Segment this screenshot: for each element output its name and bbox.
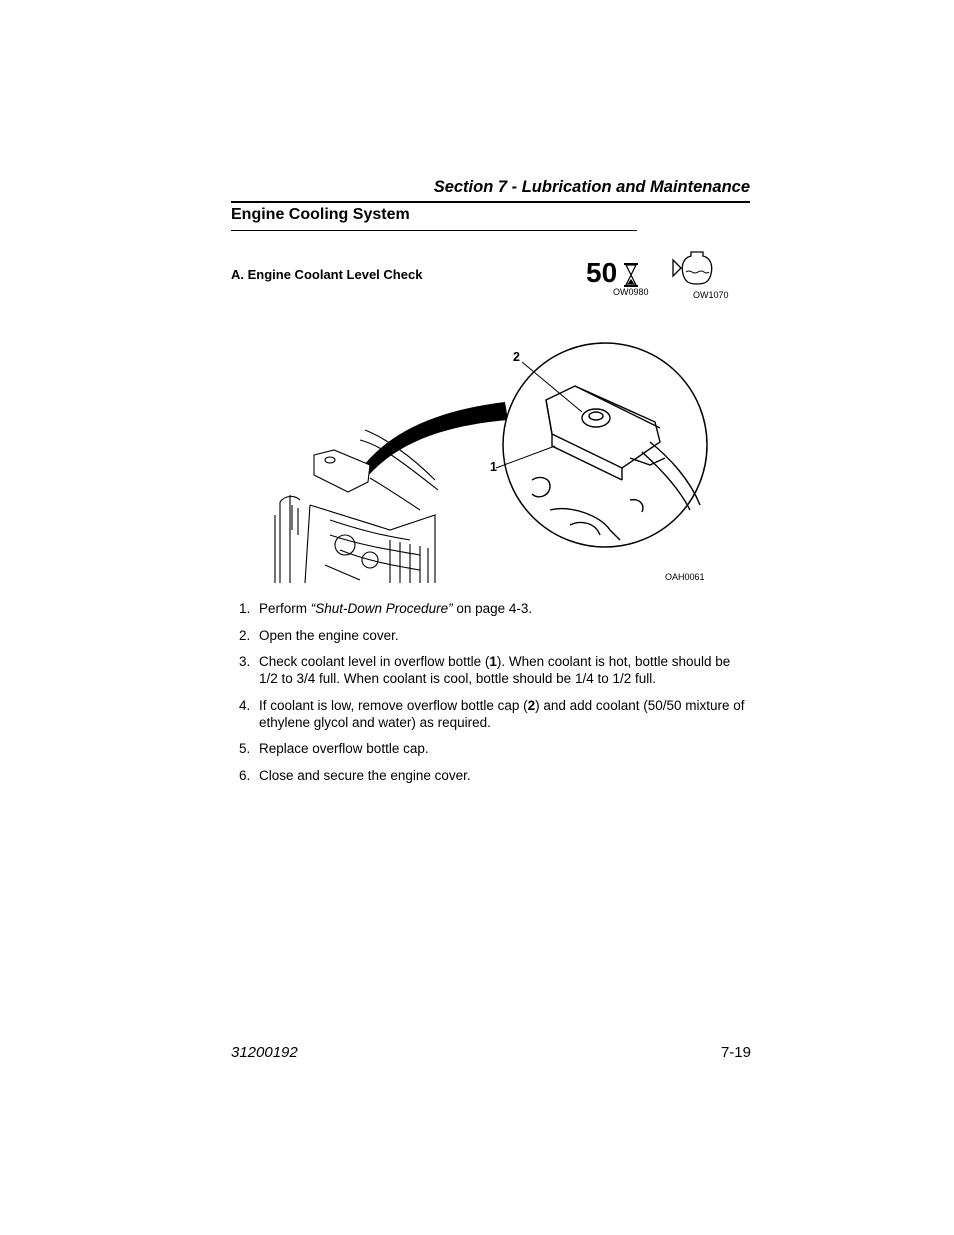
engine-coolant-illustration: [270, 330, 720, 585]
interval-hours: 50: [586, 257, 618, 288]
callout-2: 2: [513, 350, 520, 364]
step-text: Open the engine cover.: [259, 627, 399, 643]
step-text: ). When coolant is hot, bottle should be 1/2 to 3/4 full. When coolant is cool, bottle should be 1/4 to 1/2 full.: [259, 654, 731, 686]
step-text: Perform: [259, 601, 311, 616]
fluid-code: OW1070: [693, 290, 729, 300]
hourglass-icon: [623, 263, 639, 287]
step-number: 3.: [239, 654, 251, 669]
step-item: [237, 767, 751, 784]
step-text: Check coolant level in overflow bottle (: [259, 654, 490, 669]
page-reference: “Shut-Down Procedure”: [310, 601, 453, 616]
callout-ref: 1: [489, 654, 497, 669]
page-number: 7-19: [720, 1044, 751, 1061]
step-text: If coolant is low, remove overflow bottle cap (: [259, 697, 528, 713]
magnifier-wedge: [360, 402, 508, 476]
doc-number: 31200192: [231, 1044, 298, 1061]
step-text: ) and add coolant (50/50 mixture of ethylene glycol and water) as required.: [259, 697, 745, 730]
step-item: [237, 653, 751, 687]
callout-1: 1: [490, 460, 497, 474]
section-header: Section 7 - Lubrication and Maintenance: [231, 176, 750, 203]
hourglass-code: OW0980: [613, 287, 649, 297]
page-title: Engine Cooling System: [231, 205, 637, 231]
procedure-steps: [237, 600, 751, 793]
step-item: [237, 697, 751, 731]
step-number: 2.: [239, 627, 251, 643]
subsection-heading: A. Engine Coolant Level Check: [231, 267, 423, 282]
step-item: [237, 600, 751, 617]
coolant-reservoir-icon: [671, 250, 717, 286]
step-number: 5.: [239, 741, 251, 756]
step-number: 6.: [239, 767, 251, 783]
step-text: Close and secure the engine cover.: [259, 767, 471, 783]
step-item: [237, 627, 751, 644]
callout-ref: 2: [527, 697, 536, 713]
step-item: [237, 740, 751, 757]
step-number: 1.: [239, 601, 251, 616]
step-text: on page 4-3.: [452, 601, 533, 616]
step-number: 4.: [239, 697, 251, 713]
engine-assembly: [275, 430, 438, 583]
step-text: Replace overflow bottle cap.: [259, 741, 429, 756]
figure-code: OAH0061: [665, 572, 705, 582]
